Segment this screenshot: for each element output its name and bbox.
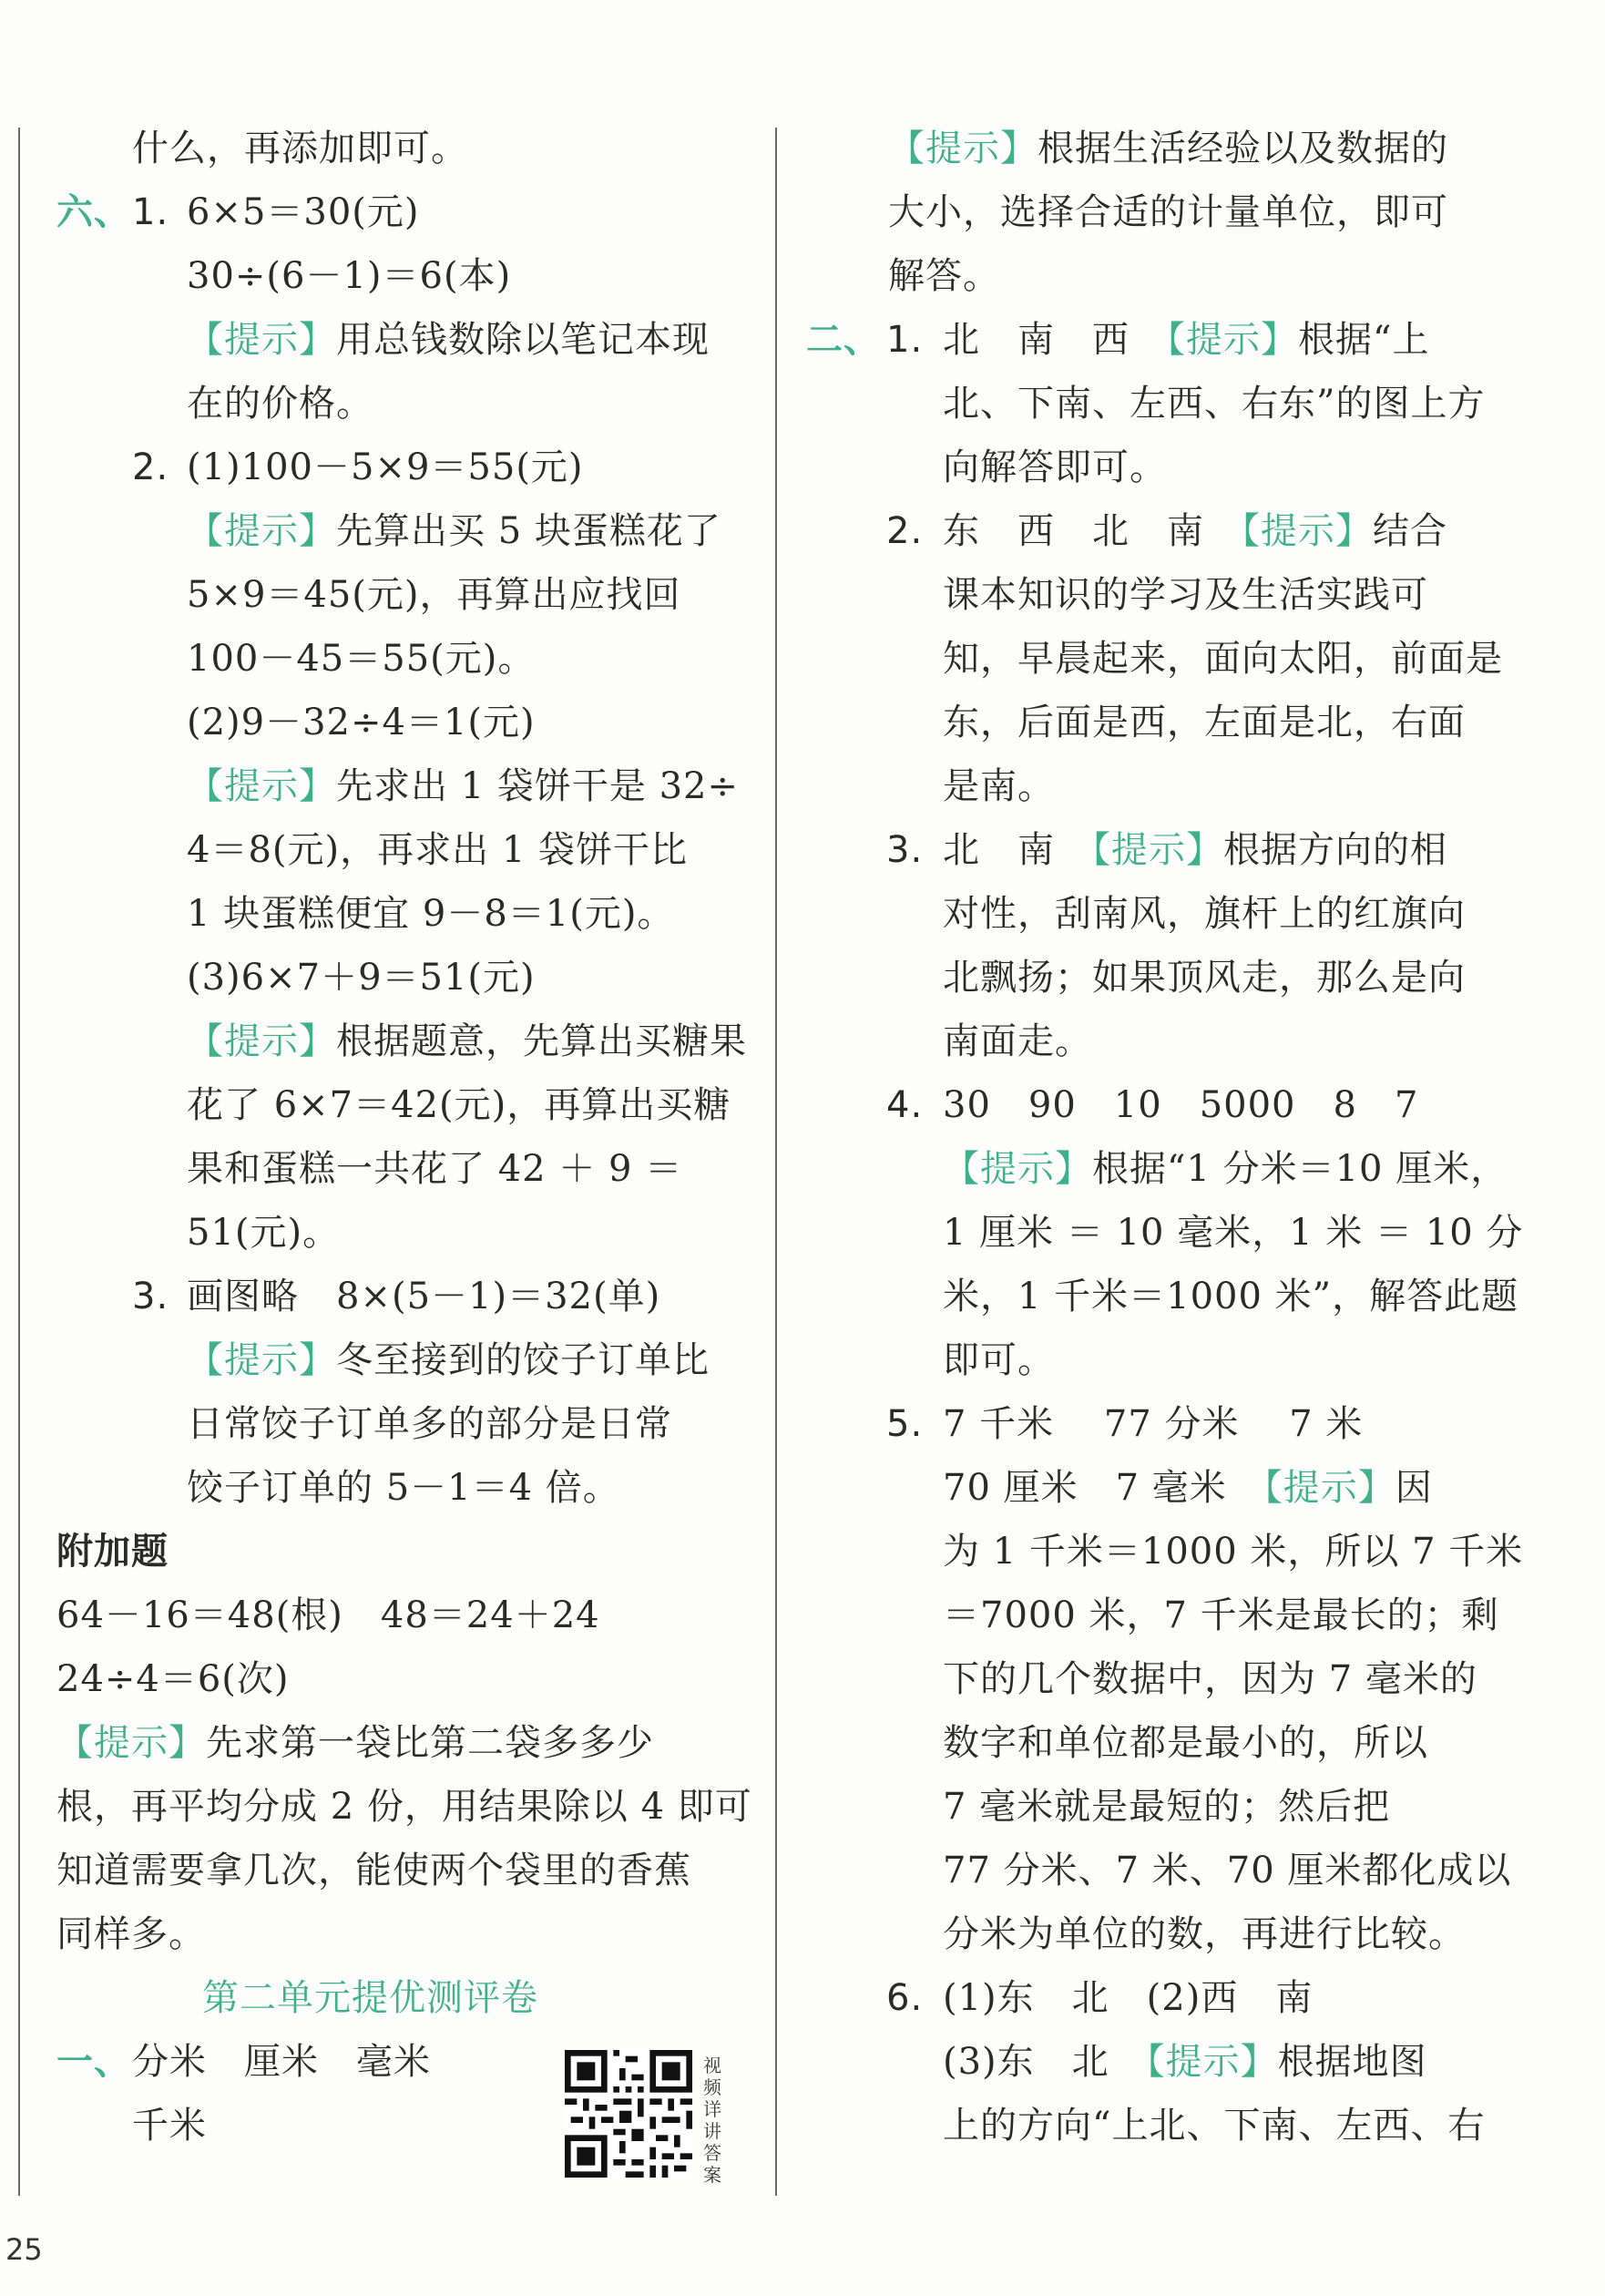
r-q4-tip-line4: 即可。: [943, 1339, 1055, 1381]
tip-text: 冬至接到的饺子订单比: [336, 1339, 710, 1381]
tip-text: 用总钱数除以笔记本现: [336, 319, 710, 361]
section-two-label: 二、: [806, 319, 881, 361]
qr-code-icon[interactable]: [565, 2050, 692, 2178]
tip-tag: 【提示】: [187, 1339, 336, 1381]
tip-intro: [888, 126, 1448, 171]
r-q3-tip-line3: 北飘扬；如果顶风走，那么是向: [943, 957, 1466, 999]
q2-tip3: [187, 1019, 747, 1064]
r-q3-number: 3.: [886, 829, 924, 871]
extra-tip-line2: 根，再平均分成 2 份，用结果除以 4 即可: [56, 1786, 752, 1828]
q1-tip: [187, 317, 710, 363]
r-q6-answer-a: (1)东 北 (2)西 南: [943, 1977, 1314, 2019]
tip-text: 先求第一袋比第二袋多多少: [206, 1722, 654, 1764]
tip-tag: 【提示】: [187, 1020, 336, 1062]
tip-tag: 【提示】: [1146, 2041, 1278, 2083]
q2-tip2-line2: 4＝8(元)，再求出 1 袋饼干比: [187, 829, 688, 871]
q3-tip-line2: 日常饺子订单多的部分是日常: [187, 1403, 672, 1445]
r-q5-tip-line4: 数字和单位都是最小的，所以: [943, 1722, 1428, 1764]
r-q2-tip-line4: 东，后面是西，左面是北，右面: [943, 702, 1466, 743]
r-q4-number: 4.: [886, 1084, 924, 1126]
tip-text: 先算出买 5 块蛋糕花了: [336, 510, 721, 552]
r-q5-number: 5.: [886, 1403, 924, 1445]
r-q1-answer: [943, 317, 1429, 363]
tip-intro-line3: 解答。: [888, 255, 1000, 297]
continued-text: 什么，再添加即可。: [132, 128, 468, 169]
page-number: 25: [5, 2232, 43, 2267]
tip-text: 结合: [1373, 510, 1447, 552]
tip-tag: 【提示】: [1167, 319, 1298, 361]
r-q5-tip-line1: 为 1 千米＝1000 米，所以 7 千米: [943, 1531, 1524, 1573]
q1-tip-line2: 在的价格。: [187, 383, 373, 425]
r-q2-values: 东 西 北 南: [943, 510, 1204, 552]
r-q1-tip-line2: 北、下南、左西、右东”的图上方: [943, 383, 1486, 425]
tip-tag: 【提示】: [56, 1722, 206, 1764]
r-q2-tip-line3: 知，早晨起来，面向太阳，前面是: [943, 638, 1503, 680]
tip-tag: 【提示】: [187, 765, 336, 807]
tip-text: 根据“上: [1298, 319, 1430, 361]
q3-number: 3.: [132, 1276, 169, 1317]
q2-tip1-line3: 100－45＝55(元)。: [187, 638, 536, 680]
extra-tip-line3: 知道需要拿几次，能使两个袋里的香蕉: [56, 1850, 691, 1891]
r-q1-values: 北 南 西: [943, 319, 1130, 361]
tip-text: 根据生活经验以及数据的: [1038, 128, 1448, 169]
q2-tip1-line2: 5×9＝45(元)，再算出应找回: [187, 574, 681, 616]
section-one-label: 一、: [56, 2041, 131, 2083]
r-q5-values: 70 厘米 7 毫米: [943, 1467, 1227, 1509]
r-q5-tip-line7: 分米为单位的数，再进行比较。: [943, 1913, 1466, 1955]
q2-tip3-line2: 花了 6×7＝42(元)，再算出买糖: [187, 1084, 731, 1126]
q3-tip: [187, 1338, 710, 1383]
r-q2-number: 2.: [886, 510, 924, 552]
q2-tip2-line3: 1 块蛋糕便宜 9－8＝1(元)。: [187, 893, 675, 935]
tip-tag: 【提示】: [187, 319, 336, 361]
r-q4-tip-line3: 米，1 千米＝1000 米”，解答此题: [943, 1276, 1519, 1317]
tip-text: 因: [1395, 1467, 1433, 1509]
column-divider: [775, 128, 777, 2196]
r-q6-values: (3)东 北: [943, 2041, 1109, 2083]
tip-text: 根据地图: [1277, 2041, 1427, 2083]
extra-answer-1: 64－16＝48(根) 48＝24＋24: [56, 1594, 600, 1636]
q3-answer: 画图略 8×(5－1)＝32(单): [187, 1276, 661, 1317]
extra-tip-line4: 同样多。: [56, 1913, 206, 1955]
q2-answer-1: (1)100－5×9＝55(元): [187, 446, 584, 488]
left-margin-rule: [18, 128, 20, 2196]
q2-tip2: [187, 764, 739, 809]
q3-tip-line3: 饺子订单的 5－1＝4 倍。: [187, 1467, 620, 1509]
r-q3-tip-line2: 对性，刮南风，旗杆上的红旗向: [943, 893, 1466, 935]
tip-text: 根据“1 分米＝10 厘米，: [1092, 1148, 1508, 1190]
q2-answer-2: (2)9－32÷4＝1(元): [187, 702, 536, 743]
tip-tag: 【提示】: [1263, 1467, 1395, 1509]
r-q4-tip: [943, 1146, 1508, 1192]
s1-answer-a: 分米 厘米 毫米: [132, 2041, 431, 2083]
q1-answer-a: 6×5＝30(元): [187, 191, 420, 233]
r-q3-tip-line4: 南面走。: [943, 1020, 1092, 1062]
r-q5-tip-line5: 7 毫米就是最短的；然后把: [943, 1786, 1391, 1828]
extra-title: 附加题: [56, 1531, 169, 1573]
q2-answer-3: (3)6×7＋9＝51(元): [187, 957, 536, 999]
r-q5-tip-line3: 下的几个数据中，因为 7 毫米的: [943, 1658, 1477, 1700]
tip-tag: 【提示】: [187, 510, 336, 552]
tip-text: 根据方向的相: [1223, 829, 1447, 871]
r-q6-number: 6.: [886, 1977, 924, 2019]
r-q6-tip-line2: 上的方向“上北、下南、左西、右: [943, 2105, 1486, 2147]
r-q5-answer-b: [943, 1465, 1433, 1511]
r-q2-tip-line5: 是南。: [943, 765, 1055, 807]
r-q3-values: 北 南: [943, 829, 1055, 871]
r-q1-tip-line3: 向解答即可。: [943, 446, 1167, 488]
r-q1-number: 1.: [886, 319, 924, 361]
qr-caption: 视频详讲答案: [703, 2055, 721, 2186]
tip-text: 先求出 1 袋饼干是 32÷: [336, 765, 740, 807]
q1-answer-b: 30÷(6－1)＝6(本): [187, 255, 512, 297]
tip-tag: 【提示】: [1092, 829, 1223, 871]
tip-tag: 【提示】: [888, 128, 1038, 169]
r-q5-tip-line6: 77 分米、7 米、70 厘米都化成以: [943, 1850, 1512, 1891]
section-six-label: 六、: [56, 191, 131, 233]
q2-number: 2.: [132, 446, 169, 488]
r-q5-tip-line2: ＝7000 米，7 千米是最长的；剩: [943, 1594, 1499, 1636]
unit2-title: 第二单元提优测评卷: [202, 1977, 538, 2019]
tip-tag: 【提示】: [943, 1148, 1092, 1190]
r-q2-tip-line2: 课本知识的学习及生活实践可: [943, 574, 1428, 616]
q2-tip3-line3: 果和蛋糕一共花了 42 ＋ 9 ＝: [187, 1148, 683, 1190]
tip-tag: 【提示】: [1242, 510, 1373, 552]
q2-tip3-line4: 51(元)。: [187, 1212, 341, 1254]
extra-tip: [56, 1720, 654, 1766]
r-q2-answer: [943, 508, 1447, 554]
r-q4-answer: 30 90 10 5000 8 7: [943, 1084, 1419, 1126]
r-q3-answer: [943, 827, 1447, 873]
r-q5-answer-a: 7 千米 77 分米 7 米: [943, 1403, 1364, 1445]
tip-intro-line2: 大小，选择合适的计量单位，即可: [888, 191, 1448, 233]
q2-tip1: [187, 508, 721, 554]
tip-text: 根据题意，先算出买糖果: [336, 1020, 747, 1062]
extra-answer-2: 24÷4＝6(次): [56, 1658, 290, 1700]
s1-answer-b: 千米: [132, 2105, 207, 2147]
q1-number: 1.: [132, 191, 169, 233]
r-q4-tip-line2: 1 厘米 ＝ 10 毫米，1 米 ＝ 10 分: [943, 1212, 1524, 1254]
r-q6-answer-b: [943, 2039, 1427, 2085]
